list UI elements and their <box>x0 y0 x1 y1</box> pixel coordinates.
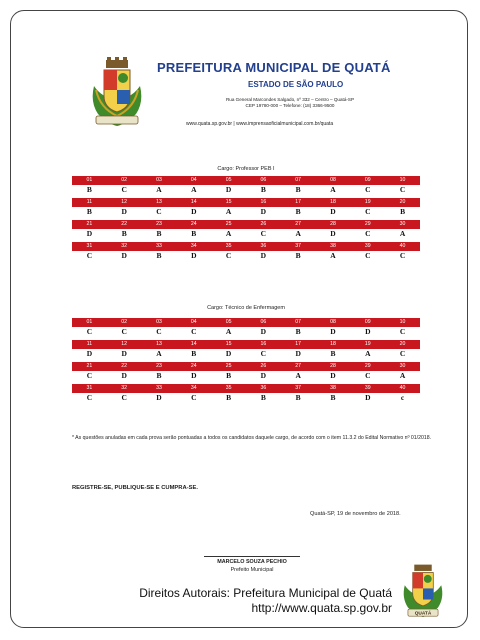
question-number: 18 <box>330 199 336 205</box>
question-number-row <box>72 340 420 349</box>
question-number: 38 <box>330 385 336 391</box>
question-number: 40 <box>399 243 406 249</box>
question-number: 04 <box>190 319 197 325</box>
answer-letter: B <box>330 393 336 402</box>
answer-row <box>72 229 420 238</box>
copyright-text: Direitos Autorais: Prefeitura Municipal de Quatá <box>139 586 392 600</box>
signature-line <box>204 556 300 557</box>
answer-letter: A <box>295 371 301 380</box>
answer-block <box>72 176 420 194</box>
question-number: 39 <box>364 243 371 249</box>
contact-line: CEP 19780-000 – Telefone: (18) 3366-9500 <box>245 103 335 108</box>
question-number: 18 <box>330 341 336 347</box>
answer-letter: D <box>330 207 336 216</box>
question-number: 23 <box>156 221 162 227</box>
answer-grid-tecnico <box>72 318 420 402</box>
answer-letter: D <box>225 349 232 358</box>
answer-letter: D <box>191 251 197 260</box>
question-number: 14 <box>190 199 197 205</box>
signatory-role: Prefeito Municipal <box>230 567 274 573</box>
question-number-row <box>72 318 420 327</box>
answer-letter: C <box>225 251 232 260</box>
coat-of-arms-small-icon <box>400 560 446 620</box>
answer-letter: A <box>191 185 197 194</box>
answer-letter: B <box>156 371 162 380</box>
question-number: 31 <box>86 243 93 249</box>
question-number: 10 <box>399 319 406 325</box>
cargo-label-professor: Cargo: Professor PEB I <box>217 166 275 172</box>
question-number: 16 <box>260 199 267 205</box>
question-number: 10 <box>399 177 406 183</box>
answer-block <box>72 220 420 238</box>
question-number: 03 <box>156 177 162 183</box>
publication-decree: REGISTRE-SE, PUBLIQUE-SE E CUMPRA-SE. <box>72 485 198 491</box>
answer-letter: B <box>191 349 197 358</box>
answer-letter: D <box>365 393 371 402</box>
answer-letter: D <box>260 207 267 216</box>
answer-letter: D <box>225 185 232 194</box>
answer-letter: A <box>156 349 162 358</box>
answer-letter: A <box>399 371 406 380</box>
answer-letter: C <box>365 229 371 238</box>
answer-letter: D <box>260 327 267 336</box>
answer-letter: C <box>399 185 406 194</box>
answer-letter: A <box>330 185 336 194</box>
answer-letter: D <box>86 349 93 358</box>
answer-letter: B <box>295 251 301 260</box>
answer-row <box>72 327 420 336</box>
answer-letter: A <box>399 229 406 238</box>
question-number: 37 <box>295 243 302 249</box>
question-number: 31 <box>86 385 93 391</box>
answer-letter: C <box>121 393 127 402</box>
answer-letter: D <box>121 371 127 380</box>
answer-letter: C <box>191 327 197 336</box>
question-number: 19 <box>364 341 371 347</box>
answer-letter: C <box>86 371 93 380</box>
answer-letter: D <box>191 371 197 380</box>
answer-row <box>72 185 420 194</box>
question-number: 30 <box>399 363 406 369</box>
answer-letter: C <box>86 251 93 260</box>
question-number: 35 <box>225 243 232 249</box>
answer-block <box>72 362 420 380</box>
answer-row <box>72 371 420 380</box>
seal-caption: QUATÁ <box>414 611 432 617</box>
answer-letter: B <box>330 349 336 358</box>
question-number: 15 <box>225 341 232 347</box>
question-number: 17 <box>295 341 302 347</box>
answer-letter: B <box>295 185 301 194</box>
question-number: 06 <box>260 177 267 183</box>
question-number: 26 <box>260 363 267 369</box>
answer-letter: B <box>295 327 301 336</box>
question-number-row <box>72 384 420 393</box>
answer-letter: D <box>156 393 162 402</box>
answer-letter: C <box>365 207 371 216</box>
cargo-label-tecnico: Cargo: Técnico de Enfermagem <box>207 305 285 311</box>
question-number: 23 <box>156 363 162 369</box>
answer-letter: D <box>330 371 336 380</box>
answer-letter: D <box>260 371 267 380</box>
answer-letter: B <box>260 393 266 402</box>
question-number: 33 <box>156 385 162 391</box>
website-links: www.quata.sp.gov.br | www.imprensaoficialmunicipal.com.br/quata <box>186 121 334 127</box>
answer-letter: D <box>365 327 371 336</box>
question-number: 13 <box>156 341 162 347</box>
question-number: 36 <box>260 243 267 249</box>
question-number-row <box>72 198 420 207</box>
answer-letter: C <box>156 207 162 216</box>
copyright-notice <box>137 586 394 616</box>
question-number: 27 <box>295 221 302 227</box>
question-number: 24 <box>190 221 197 227</box>
question-number: 29 <box>364 363 371 369</box>
question-number: 27 <box>295 363 302 369</box>
answer-letter: B <box>191 229 197 238</box>
question-number: 25 <box>225 363 232 369</box>
question-number: 03 <box>156 319 162 325</box>
question-number: 28 <box>330 363 336 369</box>
answer-letter: B <box>226 371 232 380</box>
answer-letter: C <box>121 327 127 336</box>
question-number: 26 <box>260 221 267 227</box>
question-number: 36 <box>260 385 267 391</box>
question-number: 07 <box>295 319 302 325</box>
municipality-title: PREFEITURA MUNICIPAL DE QUATÁ <box>157 60 391 75</box>
question-number-row <box>72 220 420 229</box>
question-number: 34 <box>190 385 197 391</box>
question-number: 28 <box>330 221 336 227</box>
answer-block <box>72 318 420 336</box>
question-number: 21 <box>86 363 93 369</box>
question-number: 15 <box>225 199 232 205</box>
annulled-questions-note: * As questões anuladas em cada prova serão pontuadas a todos os candidatos daquele cargo, de acordo com o item 11.3.2 do Edital Normativo nº 01/2018. <box>72 435 432 441</box>
question-number: 06 <box>260 319 267 325</box>
answer-letter: D <box>121 251 127 260</box>
question-number: 37 <box>295 385 302 391</box>
question-number: 17 <box>295 199 302 205</box>
question-number: 07 <box>295 177 302 183</box>
question-number: 22 <box>121 221 128 227</box>
answer-letter: D <box>260 251 267 260</box>
answer-letter: B <box>86 185 92 194</box>
answer-letter: C <box>365 185 371 194</box>
answer-letter: A <box>225 229 232 238</box>
question-number: 32 <box>121 385 128 391</box>
question-number: 11 <box>86 341 93 347</box>
question-number: 09 <box>364 177 371 183</box>
coat-of-arms-icon <box>88 56 146 128</box>
question-number: 29 <box>364 221 371 227</box>
answer-letter: A <box>225 207 232 216</box>
question-number: 05 <box>225 319 232 325</box>
question-number: 38 <box>330 243 336 249</box>
answer-letter: D <box>191 207 197 216</box>
question-number: 05 <box>225 177 232 183</box>
answer-grid-professor <box>72 176 420 260</box>
answer-letter: C <box>86 327 93 336</box>
question-number: 32 <box>121 243 128 249</box>
question-number: 30 <box>399 221 406 227</box>
question-number: 35 <box>225 385 232 391</box>
question-number: 19 <box>364 199 371 205</box>
answer-row <box>72 349 420 358</box>
question-number: 02 <box>121 319 128 325</box>
answer-letter: D <box>330 229 336 238</box>
answer-block <box>72 198 420 216</box>
signatory-name: MARCELO SOUZA PECHIO <box>217 559 287 565</box>
question-number: 40 <box>399 385 406 391</box>
answer-letter: C <box>365 371 371 380</box>
question-number-row <box>72 362 420 371</box>
answer-letter: B <box>226 393 232 402</box>
question-number: 08 <box>330 177 336 183</box>
copyright-url: http://www.quata.sp.gov.br <box>251 601 392 615</box>
question-number: 02 <box>121 177 128 183</box>
question-number: 33 <box>156 243 162 249</box>
answer-row <box>72 207 420 216</box>
answer-letter: B <box>86 207 92 216</box>
answer-letter: A <box>330 251 336 260</box>
answer-letter: B <box>295 393 301 402</box>
answer-row <box>72 251 420 260</box>
answer-letter: B <box>260 185 266 194</box>
answer-letter: C <box>260 349 267 358</box>
answer-letter: c <box>400 393 405 402</box>
question-number: 22 <box>121 363 128 369</box>
question-number: 08 <box>330 319 336 325</box>
answer-letter: C <box>399 349 406 358</box>
question-number: 13 <box>156 199 162 205</box>
answer-letter: D <box>86 229 93 238</box>
question-number: 11 <box>86 199 93 205</box>
answer-letter: B <box>156 251 162 260</box>
answer-letter: C <box>365 251 371 260</box>
question-number: 25 <box>225 221 232 227</box>
answer-letter: D <box>121 207 127 216</box>
answer-letter: B <box>295 207 301 216</box>
answer-letter: C <box>191 393 197 402</box>
question-number: 09 <box>364 319 371 325</box>
question-number: 20 <box>399 199 406 205</box>
question-number: 34 <box>190 243 197 249</box>
address-block <box>210 97 370 109</box>
question-number-row <box>72 242 420 251</box>
answer-letter: C <box>156 327 162 336</box>
answer-letter: C <box>86 393 93 402</box>
question-number: 14 <box>190 341 197 347</box>
answer-letter: A <box>365 349 371 358</box>
answer-letter: A <box>156 185 162 194</box>
question-number-row <box>72 176 420 185</box>
question-number: 04 <box>190 177 197 183</box>
question-number: 20 <box>399 341 406 347</box>
answer-letter: C <box>260 229 267 238</box>
document-date: Quatá-SP, 19 de novembro de 2018. <box>310 511 401 517</box>
answer-letter: B <box>400 207 406 216</box>
answer-block <box>72 340 420 358</box>
answer-letter: B <box>156 229 162 238</box>
answer-letter: D <box>330 327 336 336</box>
answer-letter: C <box>121 185 127 194</box>
answer-letter: A <box>225 327 232 336</box>
answer-letter: C <box>399 251 406 260</box>
answer-block <box>72 384 420 402</box>
question-number: 39 <box>364 385 371 391</box>
question-number: 12 <box>121 341 128 347</box>
answer-letter: C <box>399 327 406 336</box>
question-number: 16 <box>260 341 267 347</box>
state-subtitle: ESTADO DE SÃO PAULO <box>248 80 344 89</box>
question-number: 21 <box>86 221 93 227</box>
address-line: Rua General Marcondes Salgado, nº 332 – Centro – Quatá-SP <box>225 97 355 102</box>
answer-letter: D <box>121 349 127 358</box>
question-number: 12 <box>121 199 128 205</box>
answer-letter: D <box>295 349 301 358</box>
question-number: 01 <box>86 319 93 325</box>
question-number: 01 <box>86 177 93 183</box>
answer-block <box>72 242 420 260</box>
question-number: 24 <box>190 363 197 369</box>
answer-letter: B <box>121 229 127 238</box>
answer-row <box>72 393 420 402</box>
answer-letter: A <box>295 229 301 238</box>
